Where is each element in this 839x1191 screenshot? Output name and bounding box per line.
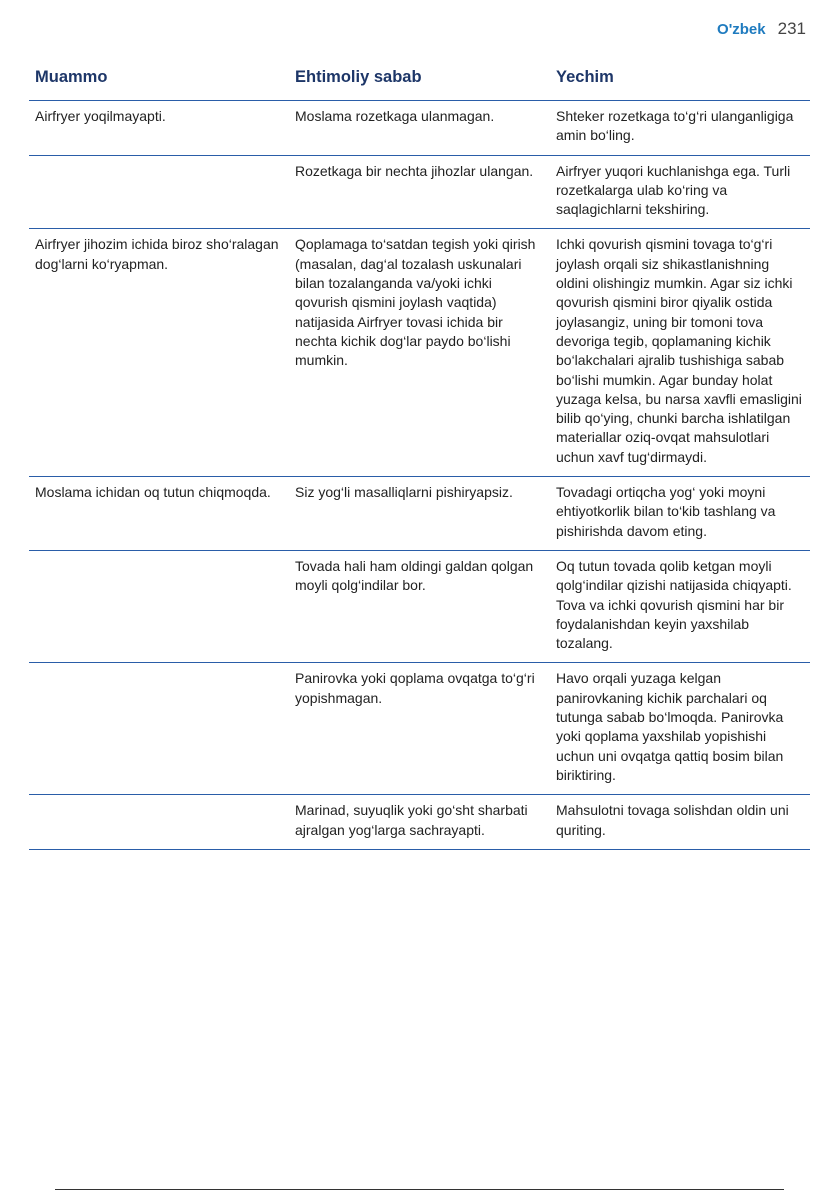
troubleshooting-table <box>29 60 810 850</box>
page-number: 231 <box>777 19 806 38</box>
table-row <box>29 229 810 477</box>
solution-cell: Ichki qovurish qismini tovaga to‘g‘ri joylash orqali siz shikastlanishning oldini olishingiz mumkin. Agar siz ichki qovurish qismini biror qiyalik ostida joylasangiz, uning bir tomoni tova devoriga tegib, qoplamaning kichik bo‘lakchalari ajralib tushishiga sabab bo‘lishi mumkin. Agar bunday holat yuzaga kelsa, bu narsa xavfli emasligini bilib qo‘ying, chunki barcha ishlatilgan materiallar oziq-ovqat mahsulotlari uchun xavf tug‘dirmaydi. <box>550 229 810 477</box>
cause-cell: Qoplamaga to‘satdan tegish yoki qirish (masalan, dag‘al tozalash uskunalari bilan tozalanganda va/yoki ichki qovurish qismini joylash vaqtida) natijasida Airfryer tovasi ichida bir nechta kichik dog‘lar paydo bo‘lishi mumkin. <box>289 229 550 477</box>
problem-cell: Moslama ichidan oq tutun chiqmoqda. <box>29 477 289 551</box>
language-label: O'zbek <box>717 21 766 38</box>
footer-divider <box>55 1189 784 1190</box>
cause-cell: Siz yog‘li masalliqlarni pishiryapsiz. <box>289 477 550 551</box>
page-header <box>717 19 806 39</box>
cause-cell: Moslama rozetkaga ulanmagan. <box>289 101 550 156</box>
table-row <box>29 477 810 551</box>
header-solution: Yechim <box>550 60 810 101</box>
solution-cell: Airfryer yuqori kuchlanishga ega. Turli rozetkalarga ulab ko‘ring va saqlagichlarni tekshiring. <box>550 155 810 229</box>
table-header-row <box>29 60 810 101</box>
table-row <box>29 550 810 662</box>
cause-cell: Panirovka yoki qoplama ovqatga to‘g‘ri yopishmagan. <box>289 663 550 795</box>
solution-cell: Oq tutun tovada qolib ketgan moyli qolg‘indilar qizishi natijasida chiqyapti. Tova va ichki qovurish qismini har bir foydalanishdan keyin yaxshilab tozalang. <box>550 550 810 662</box>
header-problem: Muammo <box>29 60 289 101</box>
problem-cell <box>29 550 289 662</box>
problem-cell: Airfryer jihozim ichida biroz sho‘ralagan dog‘larni ko‘ryapman. <box>29 229 289 477</box>
header-cause: Ehtimoliy sabab <box>289 60 550 101</box>
solution-cell: Havo orqali yuzaga kelgan panirovkaning kichik parchalari oq tutunga sabab bo‘lmoqda. Panirovka yoki qoplama yaxshilab yopishishi uchun uni ovqatga qattiq bosim bilan biriktiring. <box>550 663 810 795</box>
problem-cell <box>29 155 289 229</box>
cause-cell: Rozetkaga bir nechta jihozlar ulangan. <box>289 155 550 229</box>
table-row <box>29 663 810 795</box>
table-row <box>29 101 810 156</box>
solution-cell: Shteker rozetkaga to‘g‘ri ulanganligiga amin bo‘ling. <box>550 101 810 156</box>
solution-cell: Mahsulotni tovaga solishdan oldin uni quriting. <box>550 795 810 850</box>
problem-cell <box>29 795 289 850</box>
table-row <box>29 795 810 850</box>
solution-cell: Tovadagi ortiqcha yog‘ yoki moyni ehtiyotkorlik bilan to‘kib tashlang va pishirishda davom eting. <box>550 477 810 551</box>
problem-cell <box>29 663 289 795</box>
table-row <box>29 155 810 229</box>
cause-cell: Marinad, suyuqlik yoki go‘sht sharbati ajralgan yog‘larga sachrayapti. <box>289 795 550 850</box>
cause-cell: Tovada hali ham oldingi galdan qolgan moyli qolg‘indilar bor. <box>289 550 550 662</box>
problem-cell: Airfryer yoqilmayapti. <box>29 101 289 156</box>
